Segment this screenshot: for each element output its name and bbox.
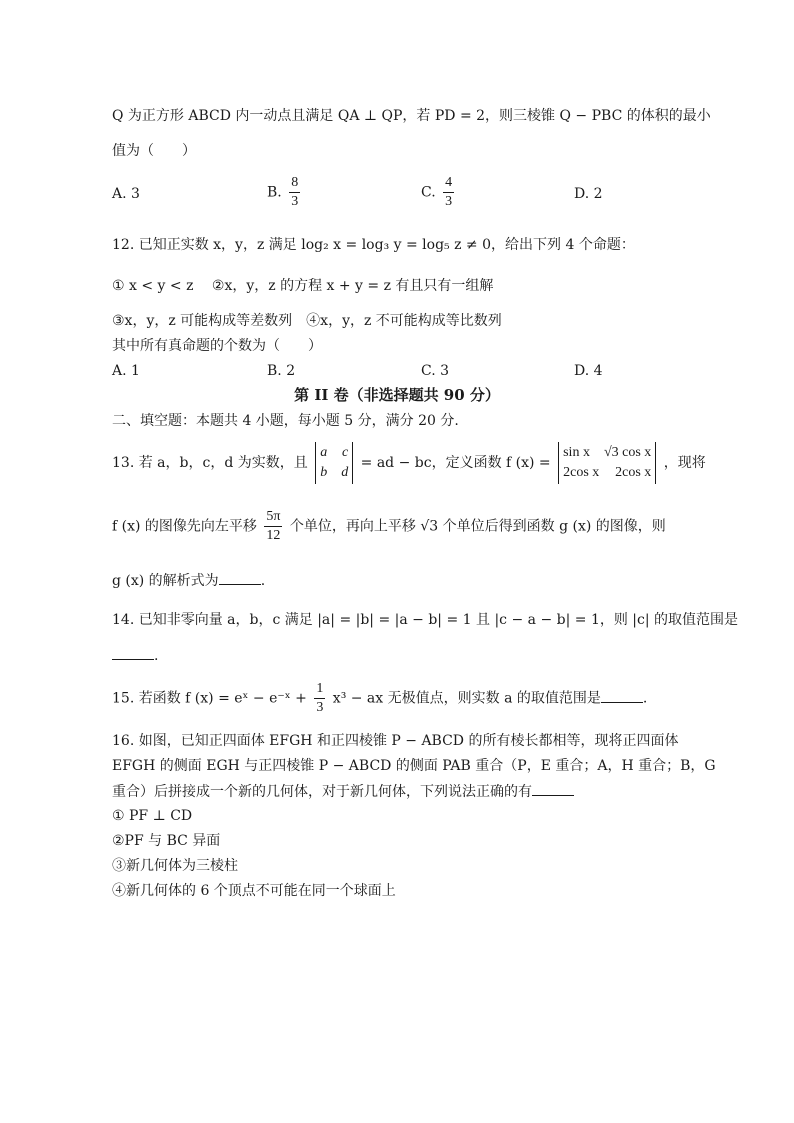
q15-fraction <box>314 680 325 717</box>
q15-post: x³ − ax 无极值点，则实数 a 的取值范围是 <box>332 690 601 707</box>
det-entry: sin x <box>563 445 590 460</box>
q15-pre: 15. 若函数 f (x) = eˣ − e⁻ˣ + <box>112 690 307 707</box>
q14-line: 14. 已知非零向量 a，b，c 满足 |a| = |b| = |a − b| = 1 且 |c − a − b| = 1，则 |c| 的取值范围是 <box>112 612 739 628</box>
q11-option-c <box>421 174 457 211</box>
det-entry: 2cos x <box>615 465 652 480</box>
q13-line-3 <box>112 570 265 591</box>
q11-line-2: 值为（ ） <box>112 143 196 159</box>
q13-line-1 <box>112 442 706 484</box>
q15-end: . <box>642 690 648 707</box>
q11-option-b-label: B. <box>267 184 282 201</box>
fraction-numerator: 8 <box>289 174 300 193</box>
fraction-denominator: 12 <box>266 528 281 543</box>
q12-propositions-2: ③x，y，z 可能构成等差数列 ④x，y，z 不可能构成等比数列 <box>112 313 502 329</box>
q16-line-1: 16. 如图，已知正四面体 EFGH 和正四棱锥 P − ABCD 的所有棱长都相等，现将正四面体 <box>112 733 679 749</box>
q11-option-b <box>267 174 303 211</box>
q13-line2-post: 个单位，再向上平移 √3 个单位后得到函数 g (x) 的图像，则 <box>289 518 666 535</box>
q16-line3-text: 重合）后拼接成一个新的几何体，对于新几何体，下列说法正确的有 <box>112 784 532 800</box>
q12-option-d: D. 4 <box>574 363 603 379</box>
fraction-denominator: 3 <box>445 194 453 209</box>
det-entry: 2cos x <box>563 465 600 480</box>
fraction-denominator: 3 <box>291 194 299 209</box>
det-entry: d <box>341 465 349 480</box>
q13-post: ，现将 <box>663 455 706 471</box>
q12-option-a: A. 1 <box>112 363 140 379</box>
q16-line-2: EFGH 的侧面 EGH 与正四棱锥 P − ABCD 的侧面 PAB 重合（P，E 重合；A，H 重合；B，G <box>112 758 716 774</box>
q12-option-b: B. 2 <box>267 363 296 379</box>
det-entry: c <box>341 445 349 460</box>
q12-ask: 其中所有真命题的个数为（ ） <box>112 338 322 354</box>
fraction-numerator: 4 <box>443 174 454 193</box>
q14-end: . <box>154 648 159 664</box>
det-entry: √3 cos x <box>603 445 652 460</box>
q12-option-c: C. 3 <box>421 363 450 379</box>
q11-option-b-fraction <box>289 174 300 211</box>
q13-line3-text: g (x) 的解析式为 <box>112 573 219 589</box>
answer-blank[interactable] <box>219 570 261 585</box>
q11-option-d: D. 2 <box>574 186 603 202</box>
q11-option-c-label: C. <box>421 184 436 201</box>
q11-option-a: A. 3 <box>112 186 140 202</box>
determinant-function <box>558 442 656 484</box>
q13-line2-pre: f (x) 的图像先向左平移 <box>112 518 257 535</box>
answer-blank[interactable] <box>532 781 574 796</box>
determinant-abcd <box>315 442 353 484</box>
q13-shift-fraction <box>264 508 282 545</box>
section-title: 第 II 卷（非选择题共 90 分） <box>294 386 500 404</box>
fraction-numerator: 1 <box>314 680 325 699</box>
det-entry: a <box>320 445 328 460</box>
q16-item-4: ④新几何体的 6 个顶点不可能在同一个球面上 <box>112 883 396 899</box>
q11-line-1: Q 为正方形 ABCD 内一动点且满足 QA ⊥ QP，若 PD = 2，则三棱锥 Q − PBC 的体积的最小 <box>112 108 711 124</box>
q16-item-3: ③新几何体为三棱柱 <box>112 858 238 874</box>
q11-option-c-fraction <box>443 174 454 211</box>
q13-line3-end: . <box>260 573 266 589</box>
q15-line <box>112 680 647 717</box>
q13-pre: 13. 若 a，b，c，d 为实数，且 <box>112 455 308 471</box>
q13-mid: = ad − bc，定义函数 f (x) = <box>360 455 551 471</box>
fraction-denominator: 3 <box>316 700 324 715</box>
fraction-numerator: 5π <box>264 508 282 527</box>
q14-answer-line <box>112 645 158 666</box>
q12-stem: 12. 已知正实数 x，y，z 满足 log₂ x = log₃ y = log₅ z ≠ 0，给出下列 4 个命题： <box>112 237 635 253</box>
answer-blank[interactable] <box>601 688 643 703</box>
answer-blank[interactable] <box>112 645 154 660</box>
q16-item-1: ① PF ⊥ CD <box>112 808 193 824</box>
q13-line-2 <box>112 508 666 545</box>
det-entry: b <box>320 465 328 480</box>
q16-item-2: ②PF 与 BC 异面 <box>112 833 221 849</box>
q12-propositions-1: ① x < y < z ②x，y，z 的方程 x + y = z 有且只有一组解 <box>112 278 494 294</box>
q16-line-3 <box>112 781 574 802</box>
section-subtitle: 二、填空题：本题共 4 小题，每小题 5 分，满分 20 分. <box>112 413 459 429</box>
